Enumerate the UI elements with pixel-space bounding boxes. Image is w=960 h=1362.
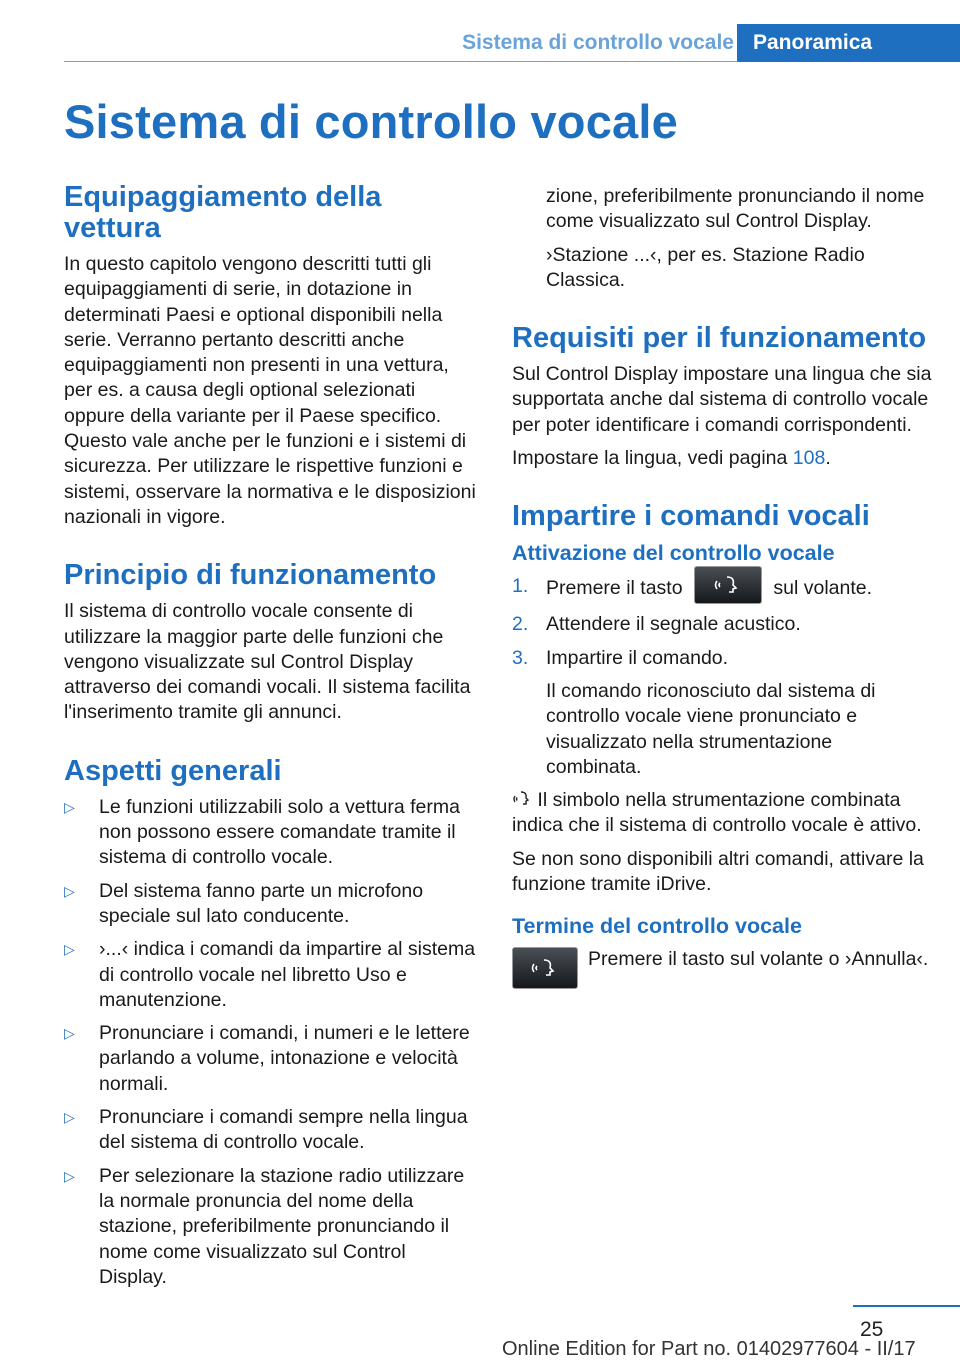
list-item: ▷ Pronunciare i comandi, i numeri e le lettere parlando a volume, intonazione e velocità normali. [64, 1021, 479, 1097]
footer-edition: Online Edition for Part no. 01402977604 - II/17 [502, 1338, 916, 1360]
list-item: ▷ Pronunciare i comandi sempre nella lingua del sistema di controllo vocale. [64, 1105, 479, 1156]
list-item: ▷ Del sistema fanno parte un microfono speciale sul lato conducente. [64, 879, 479, 930]
page-header [0, 24, 960, 62]
page-link[interactable]: 108 [792, 447, 826, 470]
header-rule [64, 61, 738, 62]
footer-rule [853, 1305, 960, 1307]
requirements-heading: Requisiti per il funzionamento [512, 322, 927, 355]
right-column [512, 184, 932, 991]
general-list [64, 795, 479, 1288]
header-section-title: Sistema di controllo vocale [462, 31, 734, 54]
voice-key-icon [694, 566, 762, 604]
list-item: ▷ ›...‹ indica i comandi da impartire al sistema di controllo vocale nel libretto Uso e manutenzione. [64, 937, 479, 1013]
step-item: 2. Attendere il segnale acustico. [512, 613, 801, 636]
voice-symbol-icon [512, 789, 532, 809]
requirements-text: Sul Control Display impostare una lingua che sia supportata anche dal sistema di controllo vocale per poter identificare i comandi corrispondenti. [512, 363, 932, 436]
end-heading: Termine del controllo vocale [512, 914, 802, 939]
list-item-continuation: zione, preferibilmente pronunciando il nome come visualizzato sul Control Display. [546, 185, 925, 233]
step-item: 3. Impartire il comando. Il comando riconosciuto dal sistema di controllo vocale viene pronunciato e visualizzato nella strumentazione combinata. [512, 646, 876, 778]
header-tab: Panoramica [737, 24, 960, 62]
list-item: ▷ Per selezionare la stazione radio utilizzare la normale pronuncia del nome della stazione, preferibilmente pronunciando il nome come visualizzato sul Control Display. [64, 1164, 479, 1214]
end-text: Premere il tasto sul volante o ›Annulla‹. [588, 948, 929, 971]
voice-key-icon [512, 947, 578, 989]
station-example: ›Stazione ...‹, per es. Stazione Radio Classica. [546, 243, 865, 291]
equipment-heading: Equipaggiamento della vettura [64, 181, 382, 244]
page-title: Sistema di controllo vocale [64, 95, 678, 148]
left-column [64, 181, 479, 1288]
step-item: 1. Premere il tasto sul volante. [512, 574, 932, 604]
principle-heading: Principio di funzionamento [64, 559, 437, 592]
symbol-note: Il simbolo nella strumentazione combinata indica che il sistema di controllo vocale è attivo. [512, 789, 922, 837]
page-number: 25 [860, 1318, 884, 1341]
equipment-text: In questo capitolo vengono descritti tutti gli equipaggiamenti di serie, in dotazione in determinati Paesi e optional disponibili nella serie. Verranno pertanto descritti anche equipaggiamenti non presenti in una vettura, per es. a causa degli optional selezionati oppure della variante per il Paese specifico. Questo vale anche per le funzioni e i sistemi di sicurezza. Per utilizzare le rispettive funzioni e sistemi, osservare la normativa e le disposizioni nazionali in vigore. [64, 253, 476, 528]
list-item: ▷ Le funzioni utilizzabili solo a vettura ferma non possono essere comandate tramite il sistema di controllo vocale. [64, 795, 479, 871]
activation-heading: Attivazione del controllo vocale [512, 541, 835, 566]
end-block [512, 947, 932, 991]
activation-steps [512, 574, 932, 780]
commands-heading: Impartire i comandi vocali [512, 500, 870, 533]
language-reference: Impostare la lingua, vedi pagina 108. [512, 447, 831, 470]
general-heading: Aspetti generali [64, 754, 282, 787]
principle-text: Il sistema di controllo vocale consente di utilizzare la maggior parte delle funzioni che vengono visualizzate sul Control Display attraverso dei comandi vocali. Il sistema facilita l'inserimento tramite gli annunci. [64, 600, 471, 724]
idrive-note: Se non sono disponibili altri comandi, attivare la funzione tramite iDrive. [512, 847, 924, 896]
